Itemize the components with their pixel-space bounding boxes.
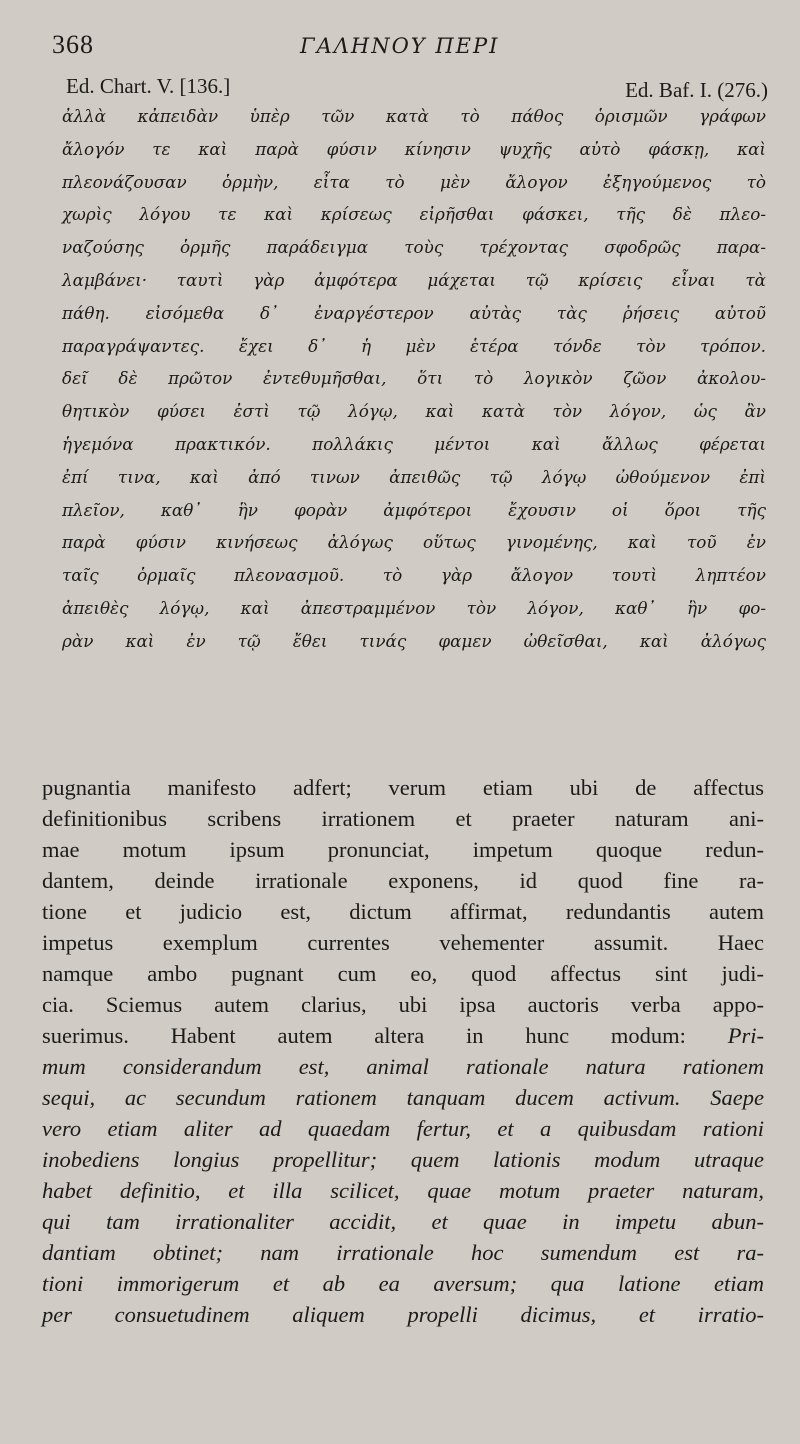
greek-text-line: ἐπί τινα, καὶ ἀπό τινων ἀπειθῶς τῷ λόγῳ ὠθούμενον ἐπὶ — [62, 466, 766, 487]
greek-text-line: χωρὶς λόγου τε καὶ κρίσεως εἰρῆσθαι φάσκει, τῆς δὲ πλεο- — [62, 204, 766, 225]
latin-text-line — [42, 1020, 764, 1051]
edition-reference-left: Ed. Chart. V. [136.] — [66, 74, 231, 98]
greek-text-line: θητικὸν φύσει ἐστὶ τῷ λόγῳ, καὶ κατὰ τὸν λόγον, ὡς ἂν — [62, 401, 766, 422]
greek-text-line: παρὰ φύσιν κινήσεως ἀλόγως οὕτως γινομένης, καὶ τοῦ ἐν — [62, 532, 766, 553]
latin-roman-text: suerimus. Habent autem altera in hunc modum: — [42, 1023, 728, 1048]
latin-italic-quotation: habet definitio, et illa scilicet, quae motum praeter naturam, — [42, 1178, 764, 1203]
latin-italic-quotation: dantiam obtinet; nam irrationale hoc sumendum est ra- — [42, 1240, 764, 1265]
latin-italic-quotation: Pri- — [727, 1023, 764, 1048]
greek-text-block — [62, 100, 766, 658]
latin-italic-quotation: vero etiam aliter ad quaedam fertur, et a quibusdam rationi — [42, 1116, 764, 1141]
latin-text-line — [42, 1113, 764, 1144]
latin-text-line — [42, 1299, 764, 1330]
latin-roman-text: cia. Sciemus autem clarius, ubi ipsa auctoris verba appo- — [42, 992, 764, 1017]
latin-text-line — [42, 834, 764, 865]
latin-italic-quotation: sequi, ac secundum rationem tanquam ducem activum. Saepe — [42, 1085, 764, 1110]
greek-text-line: ναζούσης ὁρμῆς παράδειγμα τοὺς τρέχοντας σφοδρῶς παρα- — [62, 237, 766, 258]
latin-text-line — [42, 1237, 764, 1268]
latin-text-line — [42, 896, 764, 927]
latin-roman-text: namque ambo pugnant cum eo, quod affectus sint judi- — [42, 961, 764, 986]
latin-italic-quotation: mum considerandum est, animal rationale natura rationem — [42, 1054, 764, 1079]
latin-roman-text: definitionibus scribens irrationem et praeter naturam ani- — [42, 806, 764, 831]
greek-text-line: ἄλογόν τε καὶ παρὰ φύσιν κίνησιν ψυχῆς αὐτὸ φάσκῃ, καὶ — [62, 138, 766, 159]
latin-text-line — [42, 1268, 764, 1299]
latin-roman-text: pugnantia manifesto adfert; verum etiam ubi de affectus — [42, 775, 764, 800]
latin-text-line — [42, 772, 764, 803]
greek-text-line: ρὰν καὶ ἐν τῷ ἔθει τινάς φαμεν ὠθεῖσθαι, καὶ ἀλόγως — [62, 630, 766, 651]
greek-text-line: πλεονάζουσαν ὁρμὴν, εἶτα τὸ μὲν ἄλογον ἐξηγούμενος τὸ — [62, 171, 766, 192]
latin-text-line — [42, 1206, 764, 1237]
latin-roman-text: mae motum ipsum pronunciat, impetum quoque redun- — [42, 837, 764, 862]
latin-translation-block — [42, 772, 764, 1330]
latin-text-line — [42, 989, 764, 1020]
greek-text-line: ταῖς ὁρμαῖς πλεονασμοῦ. τὸ γὰρ ἄλογον τουτὶ ληπτέον — [62, 565, 766, 586]
greek-text-line: ἡγεμόνα πρακτικόν. πολλάκις μέντοι καὶ ἄλλως φέρεται — [62, 433, 766, 454]
greek-text-line: ἀπειθὲς λόγῳ, καὶ ἀπεστραμμένον τὸν λόγον, καθ᾽ ἣν φο- — [62, 597, 766, 618]
greek-text-line: πάθη. εἰσόμεθα δ᾽ ἐναργέστερον αὐτὰς τὰς ῥήσεις αὐτοῦ — [62, 302, 766, 323]
latin-text-line — [42, 1082, 764, 1113]
greek-text-line: πλεῖον, καθ᾽ ἣν φορὰν ἀμφότεροι ἔχουσιν οἱ ὅροι τῆς — [62, 499, 766, 520]
edition-reference-right: Ed. Baf. I. (276.) — [625, 78, 768, 102]
latin-roman-text: tione et judicio est, dictum affirmat, redundantis autem — [42, 899, 764, 924]
greek-text-line: δεῖ δὲ πρῶτον ἐντεθυμῆσθαι, ὅτι τὸ λογικὸν ζῶον ἀκολου- — [62, 368, 766, 389]
latin-text-line — [42, 1144, 764, 1175]
latin-italic-quotation: tioni immorigerum et ab ea aversum; qua latione etiam — [42, 1271, 764, 1296]
running-title: ΓΑΛΗΝΟΥ ΠΕΡΙ — [300, 34, 500, 58]
greek-text-line: παραγράψαντες. ἔχει δ᾽ ἡ μὲν ἑτέρα τόνδε τὸν τρόπον. — [62, 335, 766, 356]
latin-roman-text: dantem, deinde irrationale exponens, id quod fine ra- — [42, 868, 764, 893]
greek-text-line: ἀλλὰ κἀπειδὰν ὑπὲρ τῶν κατὰ τὸ πάθος ὁρισμῶν γράφων — [62, 106, 766, 126]
latin-text-line — [42, 927, 764, 958]
latin-roman-text: impetus exemplum currentes vehementer assumit. Haec — [42, 930, 764, 955]
latin-italic-quotation: inobediens longius propellitur; quem lationis modum utraque — [42, 1147, 764, 1172]
page-number: 368 — [52, 30, 94, 59]
latin-text-line — [42, 1175, 764, 1206]
latin-italic-quotation: per consuetudinem aliquem propelli dicimus, et irratio- — [42, 1302, 764, 1327]
latin-text-line — [42, 865, 764, 896]
latin-text-line — [42, 1051, 764, 1082]
latin-text-line — [42, 803, 764, 834]
greek-text-line: λαμβάνει· ταυτὶ γὰρ ἀμφότερα μάχεται τῷ κρίσεις εἶναι τὰ — [62, 269, 766, 290]
latin-italic-quotation: qui tam irrationaliter accidit, et quae in impetu abun- — [42, 1209, 764, 1234]
latin-text-line — [42, 958, 764, 989]
